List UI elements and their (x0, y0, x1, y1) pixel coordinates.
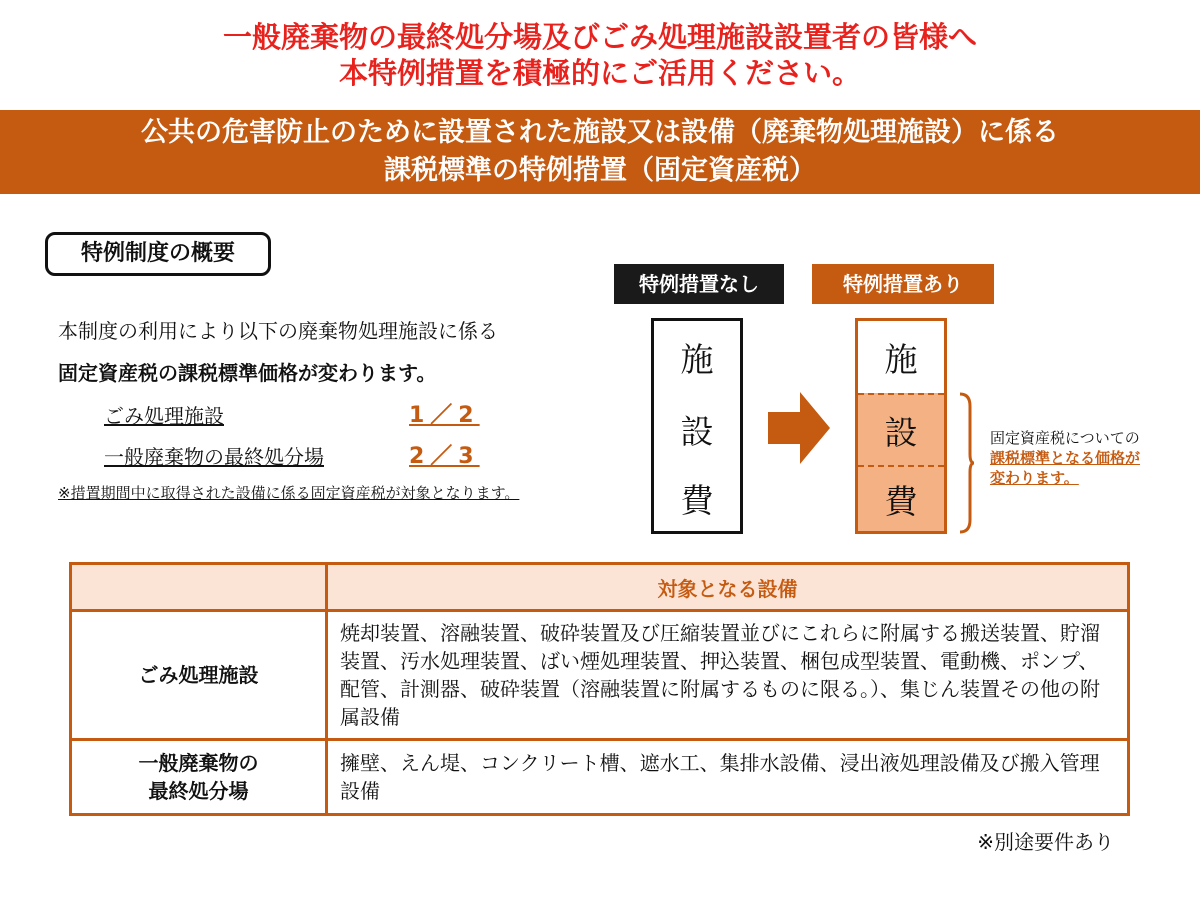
header-title-line2: 本特例措置を積極的にご活用ください。 (338, 56, 861, 90)
table-header-equipment: 対象となる設備 (327, 564, 1129, 611)
item-value-landfill: 2／3 (409, 444, 480, 469)
row-name-line2: 最終処分場 (148, 779, 249, 803)
column-with-measure (855, 318, 947, 534)
row-header-waste-facility (71, 611, 327, 740)
row-body-waste-facility: 焼却装置、溶融装置、破砕装置及び圧縮装置並びにこれらに附属する搬送装置、貯溜装置、汚水処理装置、ばい煙処理装置、押込装置、梱包成型装置、電動機、ポンプ、配管、計測器、破砕装置（溶融装置に附属するものに限る。）、集じん装置その他の附属設備 (327, 611, 1129, 740)
table-row (71, 611, 1129, 740)
column-char-3-reduced: 費 (858, 465, 944, 531)
aside-plain-text: 固定資産税についての (990, 429, 1140, 447)
banner-line1: 公共の危害防止のために設置された施設又は設備（廃棄物処理施設）に係る (141, 117, 1059, 148)
column-char-2: 設 (680, 411, 714, 451)
column-char-2-reduced: 設 (858, 393, 944, 465)
column-without-measure (651, 318, 743, 534)
row-header-landfill (71, 740, 327, 815)
column-char-1: 施 (680, 339, 714, 379)
item-value-waste-facility: 1／2 (409, 403, 480, 428)
table-header-row (71, 564, 1129, 611)
footnote: ※別途要件あり (977, 830, 1114, 854)
tag-with-measure: 特例措置あり (812, 264, 994, 304)
tag-without-measure: 特例措置なし (614, 264, 784, 304)
item-label-waste-facility: ごみ処理施設 (104, 404, 224, 428)
right-brace-icon (958, 392, 974, 534)
table-header-blank (71, 564, 327, 611)
banner-line2: 課税標準の特例措置（固定資産税） (384, 155, 816, 186)
item-label-landfill: 一般廃棄物の最終処分場 (104, 445, 324, 469)
right-arrow-icon (768, 392, 832, 464)
row-name-line1: ごみ処理施設 (138, 663, 259, 687)
overview-desc-line2: 固定資産税の課税標準価格が変わります。 (58, 361, 437, 385)
row-body-landfill: 擁壁、えん堤、コンクリート槽、遮水工、集排水設備、浸出液処理設備及び搬入管理設備 (327, 740, 1129, 815)
equipment-table (69, 562, 1130, 816)
aside-emphasis-text: 課税標準となる価格が変わります。 (990, 449, 1141, 487)
row-name-line1: 一般廃棄物の (138, 751, 259, 775)
column-char-1: 施 (884, 339, 918, 379)
section-label-overview: 特例制度の概要 (45, 232, 271, 276)
title-banner (0, 110, 1200, 194)
overview-note: ※措置期間中に取得された設備に係る固定資産税が対象となります。 (58, 484, 520, 502)
comparison-aside-note (990, 428, 1142, 488)
table-row (71, 740, 1129, 815)
header-title-line1: 一般廃棄物の最終処分場及びごみ処理施設設置者の皆様へ (222, 20, 977, 54)
column-char-3: 費 (680, 480, 714, 520)
overview-desc-line1: 本制度の利用により以下の廃棄物処理施設に係る (58, 319, 498, 343)
